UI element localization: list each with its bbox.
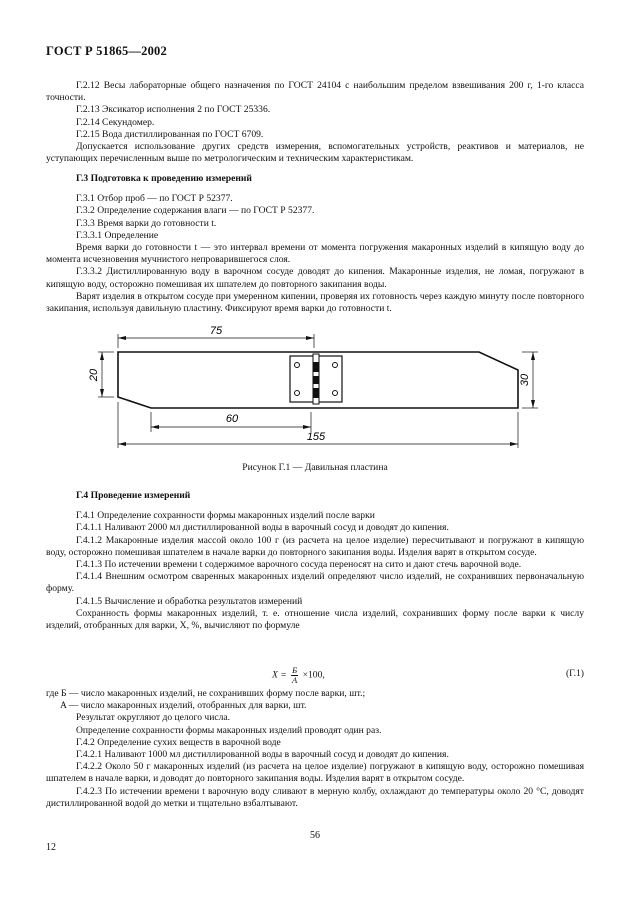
section-g2-block: [46, 80, 584, 165]
section-heading: Г.4 Проведение измерений: [76, 490, 191, 501]
paragraph: Результат округляют до целого числа.: [76, 712, 231, 724]
paragraph: Г.4.2.1 Наливают 1000 мл дистиллированной воды в варочный сосуд и доводят до кипения.: [76, 749, 449, 761]
paragraph: Г.3.2 Определение содержания влаги — по ГОСТ Р 52377.: [76, 205, 315, 217]
dim-right-label: 30: [519, 373, 531, 387]
paragraph: Время варки до готовности t — это интервал времени от момента погружения макаронных изделий в кипящую воду до момента исчезновения мучнистого непроварившегося слоя.: [46, 242, 584, 266]
paragraph: Г.4.2.2 Около 50 г макаронных изделий (из расчета на целое изделие) погружают в кипящую воду, осторожно помешивая шпателем в начале варки, и доводят до повторного закипания воды. Изделия варят в открытом сосуде.: [46, 761, 584, 785]
section-g3-block: [46, 173, 584, 315]
paragraph: Г.2.15 Вода дистиллированная по ГОСТ 6709.: [76, 128, 264, 140]
formula-numerator: Б: [292, 665, 298, 675]
paragraph: Допускается использование других средств измерения, вспомогательных устройств, реактивов и материалов, не уступающих перечисленным выше по метрологическим и техническим характеристикам.: [46, 141, 584, 165]
paragraph: Г.4.1.1 Наливают 2000 мл дистиллированной воды в варочный сосуд и доводят до кипения.: [76, 522, 449, 534]
paragraph: Г.3.1 Отбор проб — по ГОСТ Р 52377.: [76, 193, 233, 205]
paragraph: Г.4.1.3 По истечении времени t содержимое варочного сосуда переносят на сито и дают стечь варочной воде.: [76, 559, 522, 571]
paragraph: Г.3.3 Время варки до готовности t.: [76, 217, 217, 229]
paragraph: Определение сохранности формы макаронных изделий проводят один раз.: [76, 724, 382, 736]
paragraph: Сохранность формы макаронных изделий, т. е. отношение числа изделий, сохранивших форму после варки к числу изделий, отобранных для варки, X, %, вычисляют по формуле: [46, 607, 584, 632]
dim-left-label: 20: [88, 368, 100, 382]
pressing-plate-drawing: [46, 318, 584, 458]
formula-tail: ×100,: [302, 669, 325, 681]
paragraph: Г.4.1.2 Макаронные изделия массой около 100 г (из расчета на целое изделие) пересчитывают и погружают в кипящую воду, осторожно помешивая шпателем в начале варки до повторного закипания воды. Изделия варят в открытом сосуде.: [46, 534, 584, 558]
paragraph: Г.4.2.3 По истечении времени t варочную воду сливают в мерную колбу, охлаждают до температуры около 20 °С, доводят дистиллированной водой до метки и тщательно взбалтывают.: [46, 785, 584, 809]
formula-g1: [0, 662, 630, 684]
page-number-center: 56: [310, 830, 320, 841]
paragraph: Г.3.3.1 Определение: [76, 229, 159, 241]
paragraph: Г.3.3.2 Дистиллированную воду в варочном сосуде доводят до кипения. Макаронные изделия, не ломая, погружают в кипящую воду, осторожно помешивая их шпателем до повторного закипания воды.: [46, 266, 584, 290]
formula-lhs: X =: [272, 669, 287, 681]
formula-number: (Г.1): [565, 668, 584, 679]
standard-header: ГОСТ Р 51865—2002: [46, 44, 167, 58]
paragraph: Г.4.1 Определение сохранности формы макаронных изделий после варки: [76, 510, 375, 522]
section-heading: Г.3 Подготовка к проведению измерений: [76, 173, 252, 184]
section-g4-block: [46, 490, 584, 632]
paragraph: Г.4.1.4 Внешним осмотром сваренных макаронных изделий определяют число изделий, не сохранивших первоначальную форму.: [46, 571, 584, 595]
paragraph: A — число макаронных изделий, отобранных для варки, шт.: [60, 700, 307, 712]
paragraph: Г.2.14 Секундомер.: [76, 116, 155, 128]
section-after-formula-block: [46, 688, 584, 810]
formula-fraction: [291, 666, 298, 685]
hinge-icon: [290, 354, 342, 404]
pressing-plate-figure: [46, 318, 584, 458]
figure-caption: Рисунок Г.1 — Давильная пластина: [242, 462, 388, 473]
paragraph: Г.2.12 Весы лабораторные общего назначения по ГОСТ 24104 с наибольшим пределом взвешивания 200 г, 1-го класса точности.: [46, 80, 584, 104]
formula-denominator: A: [292, 675, 298, 685]
dim-top-label: 75: [209, 325, 223, 337]
dim-inner-label: 60: [225, 413, 239, 425]
paragraph: где Б — число макаронных изделий, не сохранивших форму после варки, шт.;: [46, 688, 366, 699]
paragraph: Г.4.1.5 Вычисление и обработка результатов измерений: [76, 595, 303, 607]
paragraph: Г.2.13 Эксикатор исполнения 2 по ГОСТ 25336.: [76, 104, 271, 116]
page-number-left: 12: [46, 842, 56, 853]
formula-expression: [272, 666, 325, 685]
paragraph: Г.4.2 Определение сухих веществ в варочной воде: [76, 736, 281, 748]
paragraph: Варят изделия в открытом сосуде при умеренном кипении, проверяя их готовность через каждую минуту после повторного закипания, используя давильную пластину. Фиксируют время варки до готовности t.: [46, 290, 584, 315]
dim-total-label: 155: [306, 431, 326, 443]
